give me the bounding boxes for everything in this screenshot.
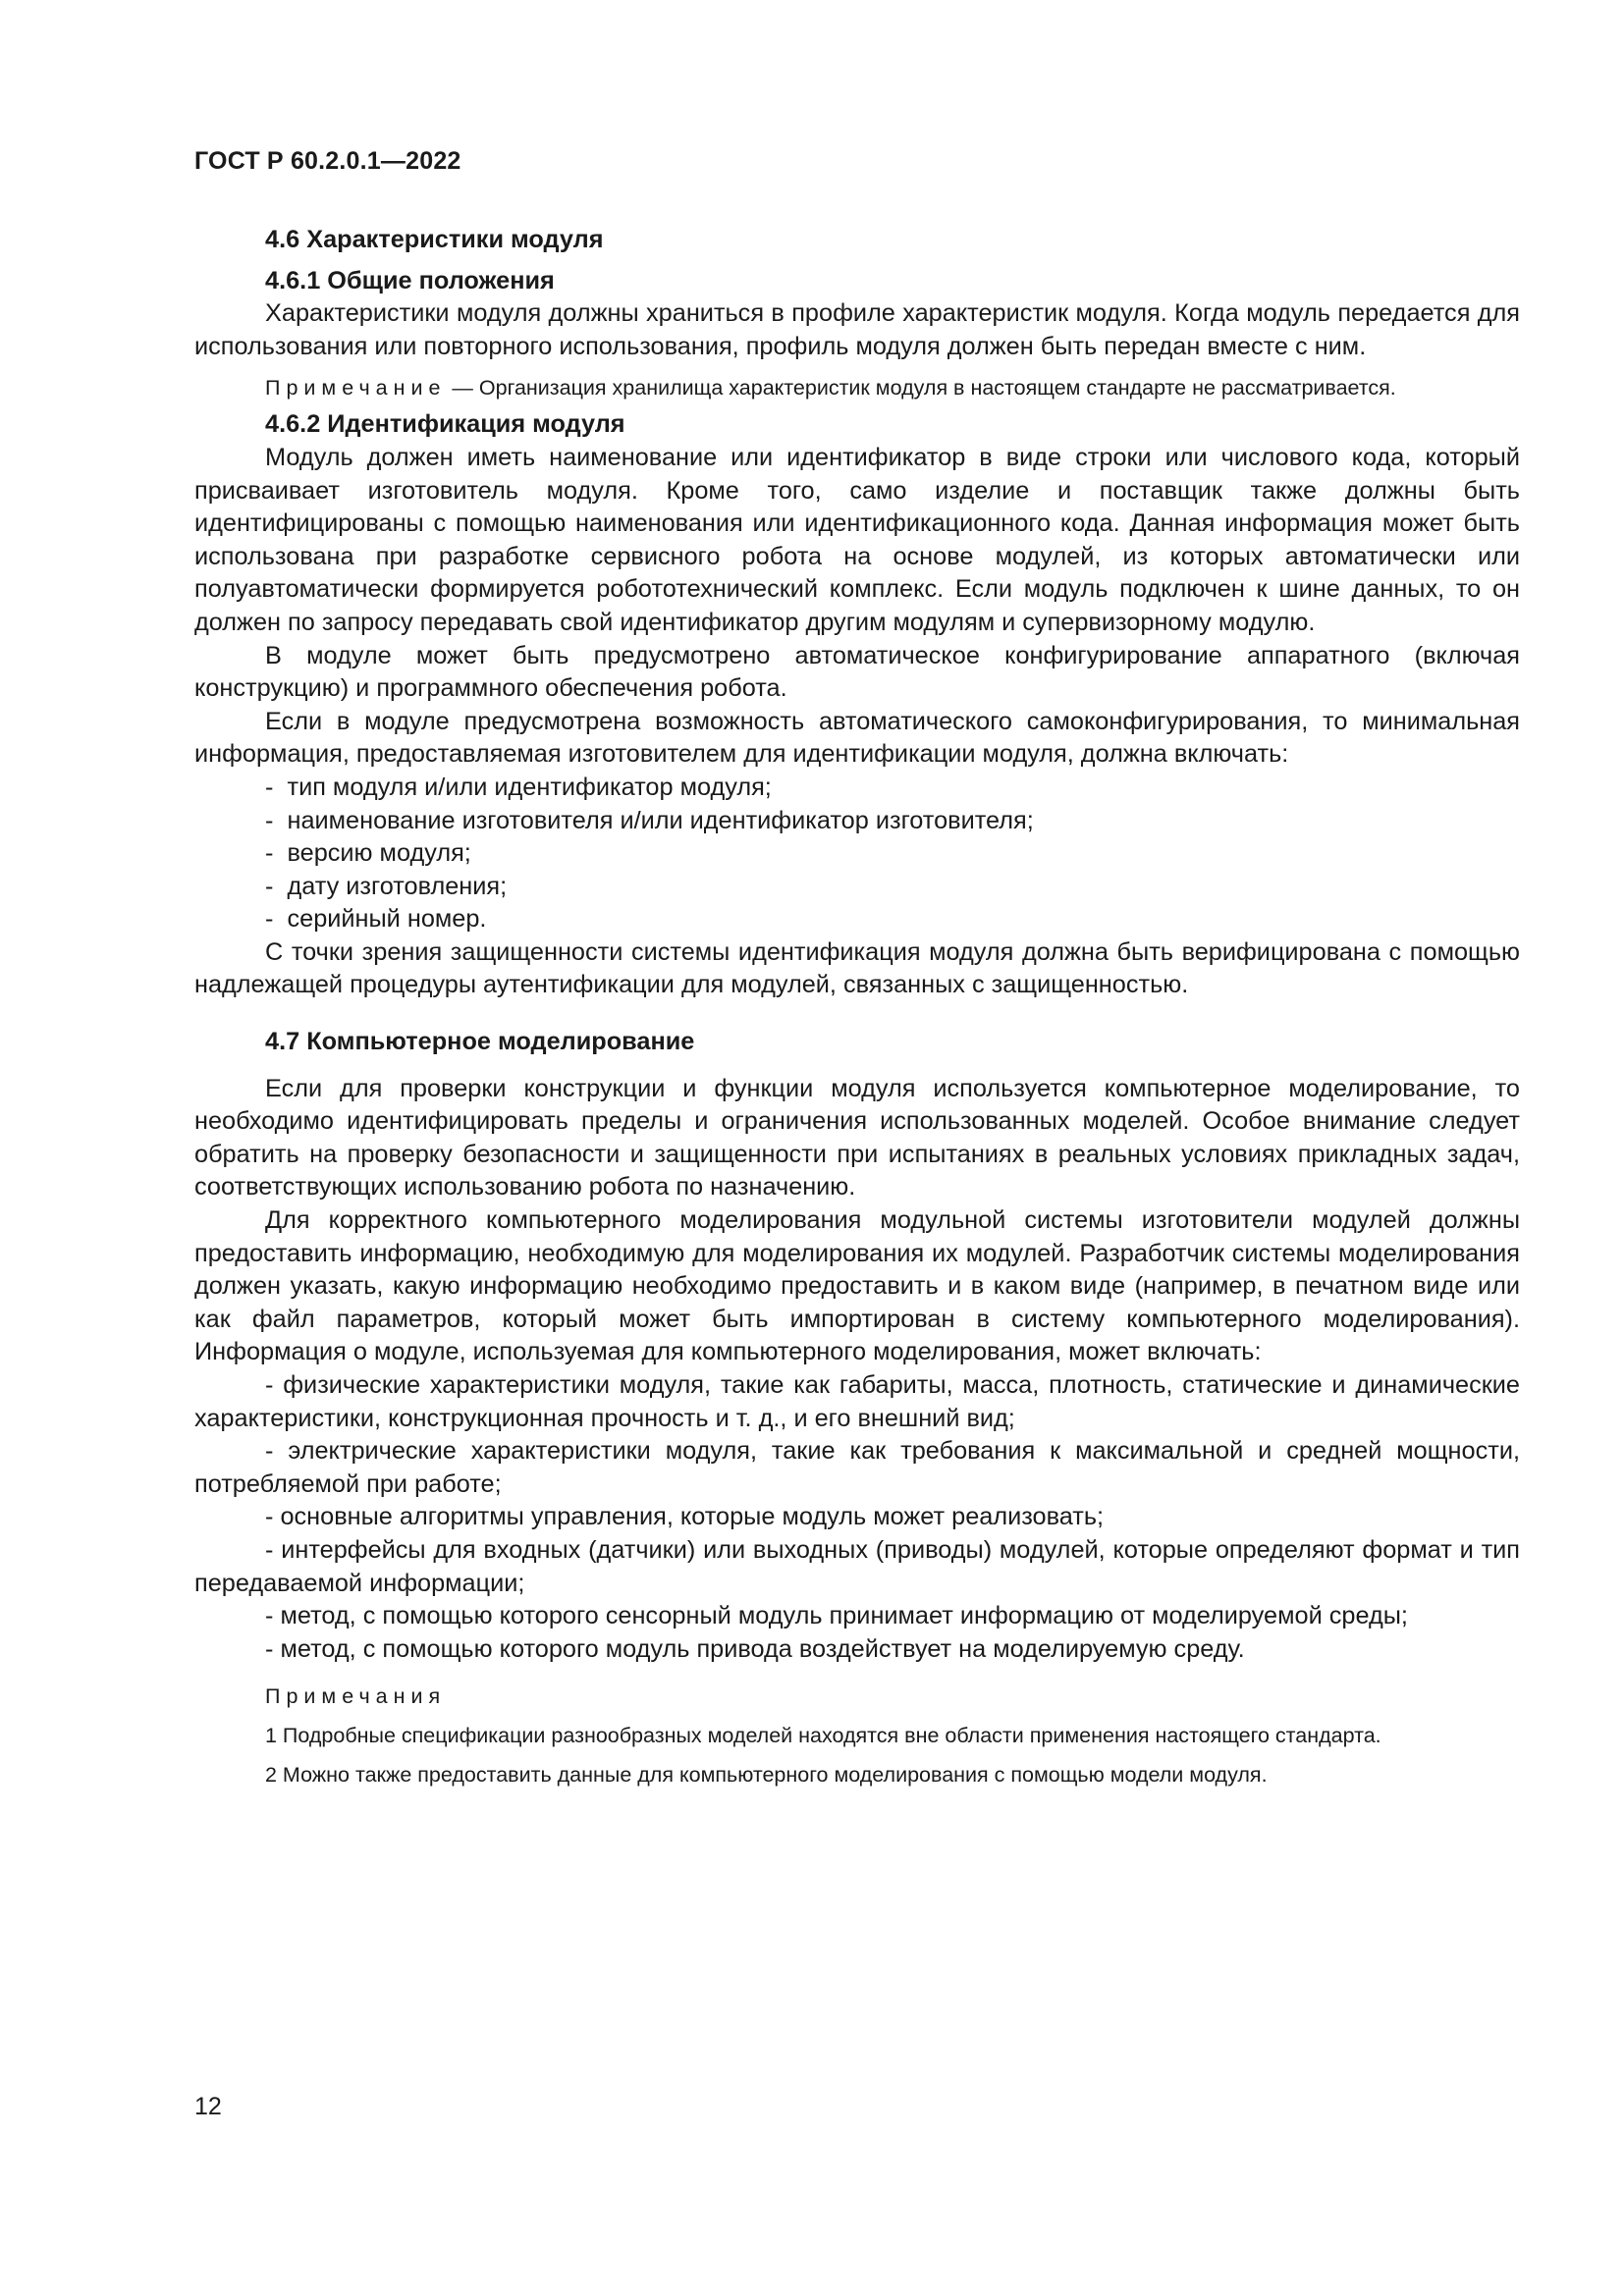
paragraph: В модуле может быть предусмотрено автоматическое конфигурирование аппаратного (включая конструкцию) и программного обеспечения робота. <box>194 641 1520 703</box>
paragraph: Если в модуле предусмотрена возможность автоматического самоконфигурирования, то минимальная информация, предоставляемая изготовителем для идентификации модуля, должна включать: <box>194 707 1520 769</box>
section-4-6-2-title: 4.6.2 Идентификация модуля <box>265 410 625 439</box>
paragraph: Характеристики модуля должны храниться в профиле характеристик модуля. Когда модуль передается для использования или повторного использования, профиль модуля должен быть передан вместе с ним. <box>194 299 1520 360</box>
page-number: 12 <box>194 2093 222 2120</box>
list-item: - метод, с помощью которого модуль привода воздействует на моделируемую среду. <box>265 1634 1245 1663</box>
document-body <box>194 224 1520 1789</box>
section-4-6-1-title: 4.6.1 Общие положения <box>265 266 555 294</box>
section-4-7-title: 4.7 Компьютерное моделирование <box>265 1028 695 1056</box>
list-item: - метод, с помощью которого сенсорный модуль принимает информацию от моделируемой среды; <box>265 1602 1408 1630</box>
note-text: — Организация хранилища характеристик модуля в настоящем стандарте не рассматривается. <box>446 376 1396 400</box>
list-item: - электрические характеристики модуля, такие как требования к максимальной и средней мощности, потребляемой при работе; <box>194 1437 1520 1498</box>
list-item: - наименование изготовителя и/или идентификатор изготовителя; <box>265 805 1520 838</box>
note-label: Примечание <box>265 376 447 400</box>
note-item: 1 Подробные спецификации разнообразных моделей находятся вне области применения настоящего стандарта. <box>265 1724 1381 1748</box>
paragraph: Модуль должен иметь наименование или идентификатор в виде строки или числового кода, который присваивает изготовитель модуля. Кроме того, само изделие и поставщик также должны быть идентифицированы с помощью наименования или идентификационного кода. Данная информация может быть использована при разработке сервисного робота на основе модулей, из которых автоматически или полуавтоматически формируется робототехнический комплекс. Если модуль подключен к шине данных, то он должен по запросу передавать свой идентификатор другим модулям и супервизорному модулю. <box>194 443 1520 636</box>
identification-list <box>194 772 1520 936</box>
list-item: - версию модуля; <box>265 837 1520 871</box>
list-item: - основные алгоритмы управления, которые модуль может реализовать; <box>265 1503 1105 1531</box>
notes-title: Примечания <box>265 1684 447 1709</box>
section-4-6-title: 4.6 Характеристики модуля <box>265 226 604 253</box>
document-header: ГОСТ Р 60.2.0.1—2022 <box>194 147 461 175</box>
list-item: - серийный номер. <box>265 903 1520 936</box>
paragraph: Для корректного компьютерного моделирования модульной системы изготовители модулей должны предоставить информацию, необходимую для моделирования их модулей. Разработчик системы моделирования должен указать, какую информацию необходимо предоставить и в каком виде (например, в печатном виде или как файл параметров, который может быть импортирован в систему компьютерного моделирования). Информация о модуле, используемая для компьютерного моделирования, может включать: <box>194 1206 1520 1366</box>
list-item: - дату изготовления; <box>265 871 1520 904</box>
note <box>194 373 1520 402</box>
list-item: - интерфейсы для входных (датчики) или выходных (приводы) модулей, которые определяют формат и тип передаваемой информации; <box>194 1535 1520 1597</box>
note-item: 2 Можно также предоставить данные для компьютерного моделирования с помощью модели модуля. <box>265 1763 1268 1788</box>
paragraph: Если для проверки конструкции и функции модуля используется компьютерное моделирование, то необходимо идентифицировать пределы и ограничения использованных моделей. Особое внимание следует обратить на проверку безопасности и защищенности при испытаниях в реальных условиях прикладных задач, соответствующих использованию робота по назначению. <box>194 1074 1520 1201</box>
paragraph: С точки зрения защищенности системы идентификация модуля должна быть верифицирована с помощью надлежащей процедуры аутентификации для модулей, связанных с защищенностью. <box>194 937 1520 999</box>
list-item: - тип модуля и/или идентификатор модуля; <box>265 772 1520 805</box>
list-item: - физические характеристики модуля, такие как габариты, масса, плотность, статические и динамические характеристики, конструкционная прочность и т. д., и его внешний вид; <box>194 1371 1520 1432</box>
